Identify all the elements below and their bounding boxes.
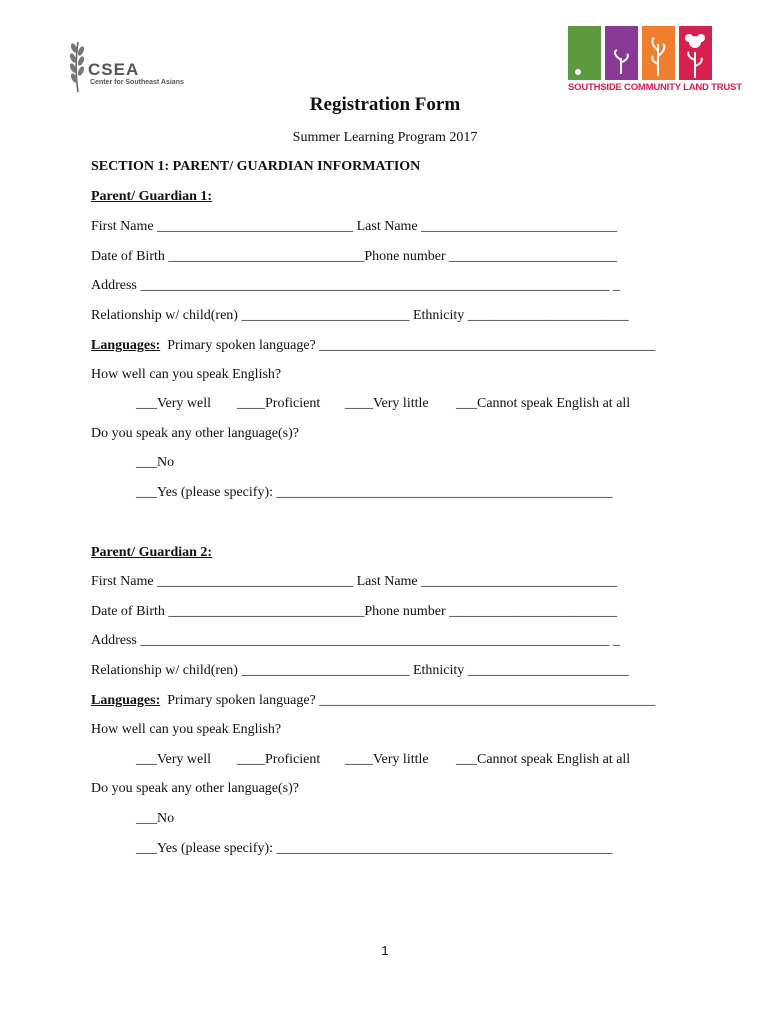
guardian-1-address-field[interactable]: Address ___________________________________________________________________ _ <box>91 278 620 293</box>
primary-language-text: Primary spoken language? ________________________________________________ <box>160 693 656 708</box>
guardian-2-heading: Parent/ Guardian 2: <box>91 545 213 560</box>
guardian-2-dob-phone-field[interactable]: Date of Birth ____________________________Phone number ________________________ <box>91 604 618 619</box>
guardian-2-opt-yes[interactable]: ___Yes (please specify): ________________________________________________ <box>136 841 613 856</box>
section-heading: SECTION 1: PARENT/ GUARDIAN INFORMATION <box>91 159 421 174</box>
guardian-1-name-field[interactable]: First Name ____________________________ Last Name ____________________________ <box>91 219 618 234</box>
primary-language-text: Primary spoken language? ________________________________________________ <box>160 338 656 353</box>
plant-icon <box>642 26 675 80</box>
guardian-1-language-field[interactable] <box>91 338 655 354</box>
guardian-1-opt-cannot[interactable]: ___Cannot speak English at all <box>456 396 631 411</box>
logo-tile-green <box>568 26 601 80</box>
languages-label: Languages: <box>91 693 161 708</box>
guardian-2-name-field[interactable]: First Name ____________________________ Last Name ____________________________ <box>91 574 618 589</box>
guardian-2-opt-cannot[interactable]: ___Cannot speak English at all <box>456 752 631 767</box>
logo-tile-red <box>679 26 712 80</box>
guardian-2-opt-no[interactable]: ___No <box>136 811 175 826</box>
guardian-2-english-question: How well can you speak English? <box>91 722 282 737</box>
guardian-1-relationship-field[interactable]: Relationship w/ child(ren) ________________________ Ethnicity _______________________ <box>91 308 629 323</box>
csea-logo-name: CSEA <box>88 60 140 79</box>
sclt-logo-caption: SOUTHSIDE COMMUNITY LAND TRUST <box>568 82 742 93</box>
sclt-logo <box>568 26 742 96</box>
guardian-1-opt-very-well[interactable]: ___Very well <box>136 396 212 411</box>
guardian-2-relationship-field[interactable]: Relationship w/ child(ren) ________________________ Ethnicity _______________________ <box>91 663 629 678</box>
guardian-1-opt-yes[interactable]: ___Yes (please specify): ________________________________________________ <box>136 485 613 500</box>
form-subtitle: Summer Learning Program 2017 <box>292 130 478 145</box>
guardian-1-opt-proficient[interactable]: ____Proficient <box>237 396 321 411</box>
guardian-2-address-field[interactable]: Address ___________________________________________________________________ _ <box>91 633 620 648</box>
form-title: Registration Form <box>309 94 461 115</box>
sprout-dot-icon <box>568 26 601 80</box>
guardian-2-language-field[interactable] <box>91 693 655 709</box>
guardian-1-heading: Parent/ Guardian 1: <box>91 189 213 204</box>
wheat-icon <box>66 38 90 94</box>
guardian-1-dob-phone-field[interactable]: Date of Birth ____________________________Phone number ________________________ <box>91 249 618 264</box>
csea-logo <box>66 38 206 96</box>
guardian-1-opt-no[interactable]: ___No <box>136 455 175 470</box>
guardian-2-other-language-question: Do you speak any other language(s)? <box>91 781 299 796</box>
sprout-icon <box>605 26 638 80</box>
csea-logo-subtitle: Center for Southeast Asians <box>90 79 184 86</box>
guardian-2-opt-very-little[interactable]: ____Very little <box>345 752 429 767</box>
guardian-1-english-question: How well can you speak English? <box>91 367 282 382</box>
languages-label: Languages: <box>91 338 161 353</box>
guardian-2-opt-very-well[interactable]: ___Very well <box>136 752 212 767</box>
guardian-2-opt-proficient[interactable]: ____Proficient <box>237 752 321 767</box>
page-number: 1 <box>381 943 389 958</box>
logo-tile-purple <box>605 26 638 80</box>
logo-tile-orange <box>642 26 675 80</box>
guardian-1-other-language-question: Do you speak any other language(s)? <box>91 426 299 441</box>
flower-icon <box>679 26 712 80</box>
guardian-1-opt-very-little[interactable]: ____Very little <box>345 396 429 411</box>
